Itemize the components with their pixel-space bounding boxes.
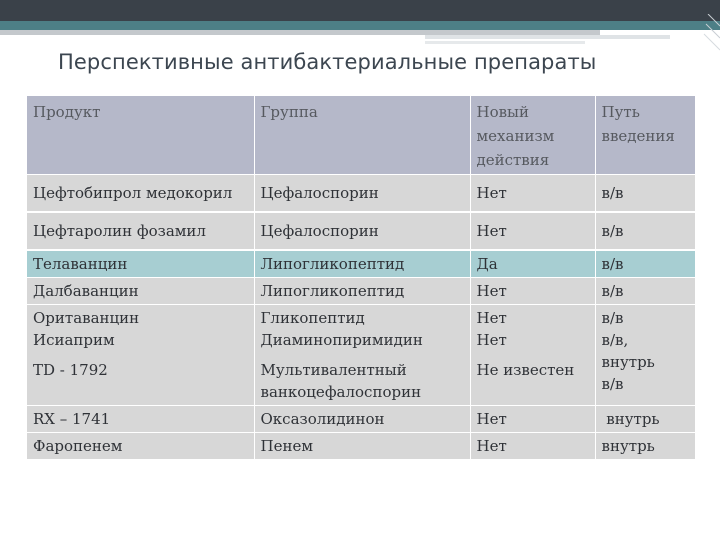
cell-route: внутрь [595,406,695,433]
top-bar [0,0,720,21]
cell-product: Далбаванцин [27,278,254,305]
cell-product: Фаропенем [27,433,254,460]
cell-group: Липогликопептид [254,250,470,278]
cell-group: Оксазолидинон [254,406,470,433]
cell-route: в/в [595,250,695,278]
header-route: Путь введения [595,96,695,175]
cell-line: в/в [601,309,624,327]
cell-mechanism: Нет [470,406,595,433]
corner-decoration-icon [696,14,720,54]
cell-line: внутрь [601,353,655,371]
cell-product: Цефтаролин фозамил [27,212,254,250]
cell-group: Пенем [254,433,470,460]
table-row [27,212,695,250]
table-row [27,433,695,460]
cell-mechanism: Нет [470,212,595,250]
cell-route: в/в [595,278,695,305]
cell-group: Цефалоспорин [254,212,470,250]
cell-mechanism: Нет [470,175,595,213]
cell-line: ванкоцефалоспорин [260,383,422,401]
cell-product: RX – 1741 [27,406,254,433]
cell-mechanism: Нет [470,278,595,305]
cell-mechanism [470,305,595,406]
cell-route: внутрь [595,433,695,460]
cell-line: Не известен [476,361,575,379]
cell-line: в/в, [601,331,629,349]
cell-line: в/в [601,375,624,393]
table-row [27,278,695,305]
table-row-multi [27,305,695,406]
cell-group: Липогликопептид [254,278,470,305]
cell-line: Мультивалентный [260,361,407,379]
cell-route: в/в [595,175,695,213]
cell-line: Нет [476,331,507,349]
table-header-row [27,96,695,175]
table-row [27,175,695,213]
cell-group: Цефалоспорин [254,175,470,213]
cell-line: Исиаприм [33,331,115,349]
cell-mechanism: Нет [470,433,595,460]
cell-route: в/в [595,212,695,250]
slide-title: Перспективные антибактериальные препараты [58,50,597,74]
cell-line: Оритаванцин [33,309,140,327]
cell-group [254,305,470,406]
cell-line: Диаминопиримидин [260,331,423,349]
drugs-table [27,96,695,460]
cell-product: Телаванцин [27,250,254,278]
header-mechanism: Новый механизм действия [470,96,595,175]
cell-line: Нет [476,309,507,327]
header-group: Группа [254,96,470,175]
table-row-highlighted [27,250,695,278]
cell-line: TD - 1792 [33,361,108,379]
header-product: Продукт [27,96,254,175]
cell-route [595,305,695,406]
cell-product: Цефтобипрол медокорил [27,175,254,213]
table-row [27,406,695,433]
cell-product [27,305,254,406]
decor-line [425,41,585,44]
cell-line: Гликопептид [260,309,365,327]
accent-bar [0,21,720,30]
decor-line [425,35,670,39]
cell-mechanism: Да [470,250,595,278]
